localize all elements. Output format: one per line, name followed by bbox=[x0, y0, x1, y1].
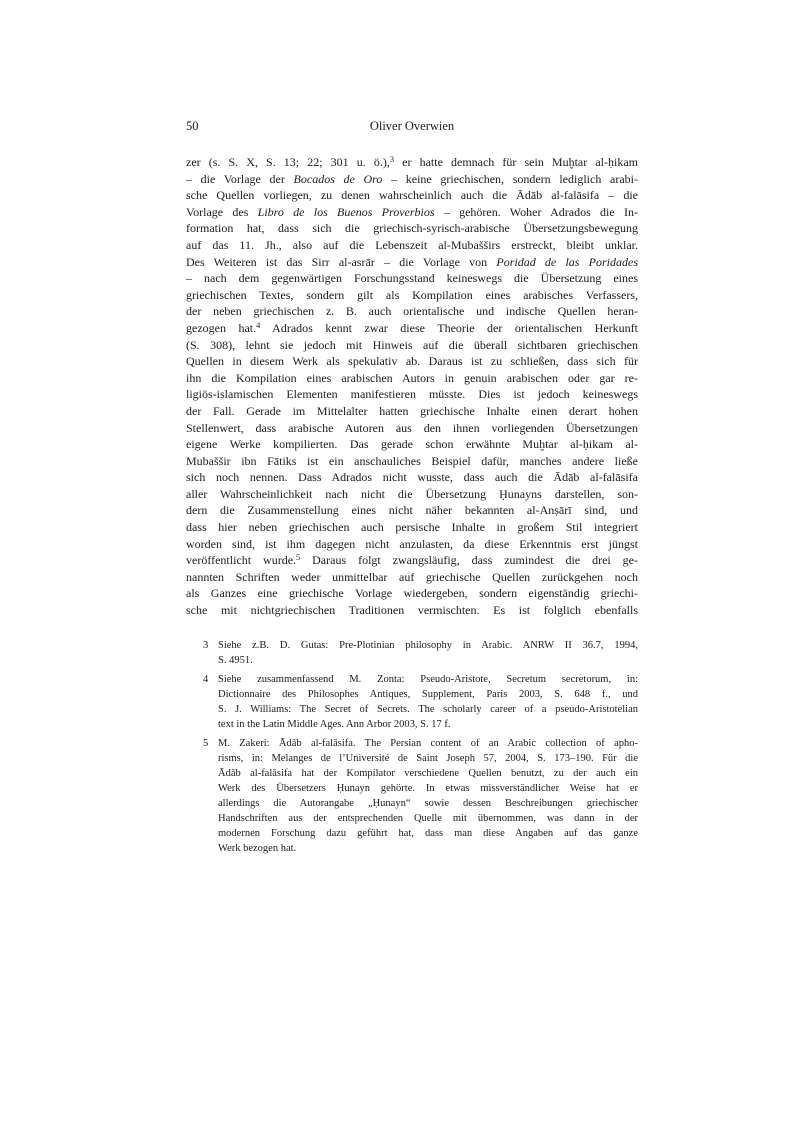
text-line bbox=[186, 303, 638, 320]
text-line bbox=[186, 353, 638, 370]
text-line bbox=[186, 453, 638, 470]
text-segment: M. Zakeri: Ādāb al-falāsifa. The Persian content of an Arabic collection of apho- bbox=[218, 737, 638, 749]
text-line bbox=[186, 287, 638, 304]
text-segment: zer (s. S. X, S. 13; 22; 301 u. ö.), bbox=[186, 155, 390, 169]
text-segment: risms, in: Melanges de l’Université de Saint Joseph 57, 2004, S. 173–190. Für die bbox=[218, 752, 638, 764]
text-segment: (S. 308), lehnt sie jedoch mit Hinweis auf die überall sichtbaren griechischen bbox=[186, 337, 638, 352]
text-line bbox=[186, 552, 638, 569]
text-line bbox=[186, 469, 638, 486]
text-line bbox=[186, 519, 638, 536]
text-segment: ihn die Kompilation eines arabischen Autors in genuin arabischen oder gar re- bbox=[186, 370, 638, 385]
body-text bbox=[186, 154, 638, 619]
text-line bbox=[186, 220, 638, 237]
footnote-text bbox=[218, 638, 638, 668]
text-line bbox=[218, 736, 638, 751]
running-head: Oliver Overwien bbox=[369, 119, 455, 133]
text-segment: Siehe zusammenfassend M. Zonta: Pseudo-Aristote, Secretum secretorum, in: bbox=[218, 673, 638, 685]
text-segment: der Fall. Gerade im Mittelalter hatten griechische Inhalte einen derart hohen bbox=[186, 403, 638, 418]
text-line bbox=[186, 337, 638, 354]
text-line bbox=[186, 502, 638, 519]
text-segment: nannten Schriften weder unmittelbar auf griechische Quellen zurückgehen noch bbox=[186, 569, 638, 584]
footnote-5 bbox=[186, 736, 638, 856]
text-segment: worden sind, ist ihm dagegen nicht anzulasten, da diese Erkenntnis erst jüngst bbox=[186, 536, 638, 551]
text-segment: – gehören. Woher Adrados die In- bbox=[434, 204, 638, 219]
text-segment: Stellenwert, dass arabische Autoren aus den ihnen vorliegenden Übersetzungen bbox=[186, 420, 638, 435]
text-segment: veröffentlicht wurde. bbox=[186, 553, 297, 568]
text-segment: griechischen Textes, sondern gilt als Kompilation eines arabisches Verfassers, bbox=[186, 287, 638, 302]
text-segment: Mubaššir ibn Fātiks ist ein anschauliches Beispiel dafür, manches andere ließe bbox=[186, 453, 638, 468]
text-line bbox=[218, 826, 638, 841]
italic-title: Bocados de Oro bbox=[293, 171, 383, 186]
text-segment: ligiös-islamischen Elementen manifestieren müsste. Dies ist jedoch keineswegs bbox=[186, 387, 638, 402]
text-segment: S. J. Williams: The Secret of Secrets. The scholarly career of a pseudo-Aristotelian bbox=[218, 703, 638, 715]
text-segment: eigene Werke kompilierten. Das gerade schon erwähnte Muḫtar al-ḥikam al- bbox=[186, 437, 638, 452]
text-line bbox=[218, 796, 638, 811]
text-segment: Handschriften aus der entsprechenden Quelle mit übernommen, was dann in der bbox=[218, 812, 638, 824]
text-segment: dern die Zusammenstellung eines nicht näher bekannten al-Anṣārī sind, und bbox=[186, 503, 638, 518]
text-line bbox=[186, 320, 638, 337]
text-segment: sche Quellen vorliegen, zu denen wahrscheinlich auch die Ādāb al-falāsifa – die bbox=[186, 188, 638, 203]
text-block bbox=[186, 118, 638, 856]
text-segment: – die Vorlage der bbox=[186, 171, 294, 186]
text-segment: sich noch nennen. Dass Adrados nicht wusste, dass auch die Ādāb al-falāsifa bbox=[186, 470, 638, 485]
text-line bbox=[218, 638, 638, 653]
text-segment: gezogen hat. bbox=[186, 320, 257, 335]
text-segment: – nach dem gegenwärtigen Forschungsstand keineswegs die Übersetzung eines bbox=[186, 271, 638, 286]
text-line bbox=[186, 237, 638, 254]
italic-title: Poridad de las Poridades bbox=[496, 254, 638, 269]
text-line bbox=[218, 672, 638, 687]
text-line bbox=[218, 751, 638, 766]
text-line bbox=[218, 766, 638, 781]
text-line bbox=[186, 187, 638, 204]
text-line bbox=[186, 254, 638, 271]
text-line bbox=[186, 370, 638, 387]
text-line bbox=[218, 841, 638, 856]
text-line bbox=[186, 420, 638, 437]
text-segment: Daraus folgt zwangsläufig, dass zumindest die drei ge- bbox=[300, 553, 638, 568]
footnote-4 bbox=[186, 672, 638, 732]
text-segment: aller Wahrscheinlichkeit nach nicht die Übersetzung Ḥunayns darstellen, son- bbox=[186, 486, 638, 501]
footnote-3 bbox=[186, 638, 638, 668]
footnote-text bbox=[218, 672, 638, 732]
text-line bbox=[186, 204, 638, 221]
footnote-ref: 5 bbox=[296, 553, 301, 563]
text-line bbox=[186, 486, 638, 503]
text-segment: Werk bezogen hat. bbox=[218, 842, 297, 854]
footnote-number: 4 bbox=[203, 673, 209, 685]
text-line bbox=[186, 585, 638, 602]
text-segment: auf das 11. Jh., also auf die Lebenszeit al-Mubašširs erstreckt, bleibt unklar. bbox=[186, 237, 638, 252]
text-segment: Vorlage des bbox=[186, 204, 258, 219]
text-segment: Adrados kennt zwar diese Theorie der orientalischen Herkunft bbox=[260, 320, 638, 335]
text-line bbox=[218, 687, 638, 702]
footnote-ref: 3 bbox=[389, 155, 395, 165]
text-segment: formation hat, dass sich die griechisch-syrisch-arabische Übersetzungsbewegung bbox=[186, 221, 638, 236]
text-segment: – keine griechischen, sondern lediglich arabi- bbox=[382, 171, 638, 186]
text-line bbox=[218, 717, 638, 732]
text-segment: allerdings die Autorangabe „Ḥunayn“ sowie dessen Beschreibungen griechischer bbox=[218, 797, 638, 809]
text-segment: text in the Latin Middle Ages. Ann Arbor 2003, S. 17 f. bbox=[218, 718, 451, 730]
text-segment: der neben griechischen z. B. auch orientalische und indische Quellen heran- bbox=[186, 304, 638, 319]
text-segment: als Ganzes eine griechische Vorlage wiedergeben, sondern eigenständig griechi- bbox=[186, 586, 638, 601]
text-segment: Ādāb al-falāsifa hat der Kompilator verschiedene Quellen benutzt, zu der auch ein bbox=[218, 767, 638, 779]
text-line bbox=[218, 653, 638, 668]
page-number: 50 bbox=[186, 119, 199, 133]
footnote-number: 3 bbox=[203, 639, 209, 651]
text-line bbox=[186, 602, 638, 619]
text-line bbox=[186, 171, 638, 188]
text-segment: Quellen in diesem Werk als spekulativ ab. Daraus ist zu schließen, dass sich für bbox=[186, 354, 638, 369]
text-segment: sche mit nichtgriechischen Traditionen vermischten. Es ist folglich ebenfalls bbox=[186, 603, 638, 618]
text-line bbox=[186, 154, 638, 171]
text-segment: dass hier neben griechischen auch persische Inhalte in großem Stil integriert bbox=[186, 520, 638, 535]
text-segment: er hatte demnach für sein Muḫtar al-ḥikam bbox=[394, 155, 638, 169]
text-line bbox=[186, 536, 638, 553]
text-segment: Dictionnaire des Philosophes Antiques, Supplement, Paris 2003, S. 648 f., und bbox=[218, 688, 638, 700]
text-line bbox=[218, 811, 638, 826]
text-segment: Siehe z.B. D. Gutas: Pre-Plotinian philosophy in Arabic. ANRW II 36.7, 1994, bbox=[218, 639, 638, 651]
italic-title: Libro de los Buenos Proverbios bbox=[257, 204, 435, 219]
footnote-ref: 4 bbox=[256, 321, 261, 331]
text-line bbox=[186, 436, 638, 453]
text-line bbox=[186, 569, 638, 586]
footnote-text bbox=[218, 736, 638, 856]
text-line bbox=[186, 386, 638, 403]
text-line bbox=[218, 702, 638, 717]
text-segment: Des Weiteren ist das Sirr al-asrār – die Vorlage von bbox=[186, 254, 497, 269]
text-line bbox=[186, 270, 638, 287]
page-header bbox=[186, 118, 638, 135]
text-segment: S. 4951. bbox=[218, 654, 253, 666]
text-segment: Werk des Übersetzers Ḥunayn gehörte. In etwas missverständlicher Weise hat er bbox=[218, 782, 638, 794]
text-segment: modernen Forschung dazu geführt hat, dass man diese Angaben auf das ganze bbox=[218, 827, 638, 839]
footnotes-section bbox=[186, 638, 638, 856]
footnote-number: 5 bbox=[203, 737, 209, 749]
text-line bbox=[218, 781, 638, 796]
text-line bbox=[186, 403, 638, 420]
